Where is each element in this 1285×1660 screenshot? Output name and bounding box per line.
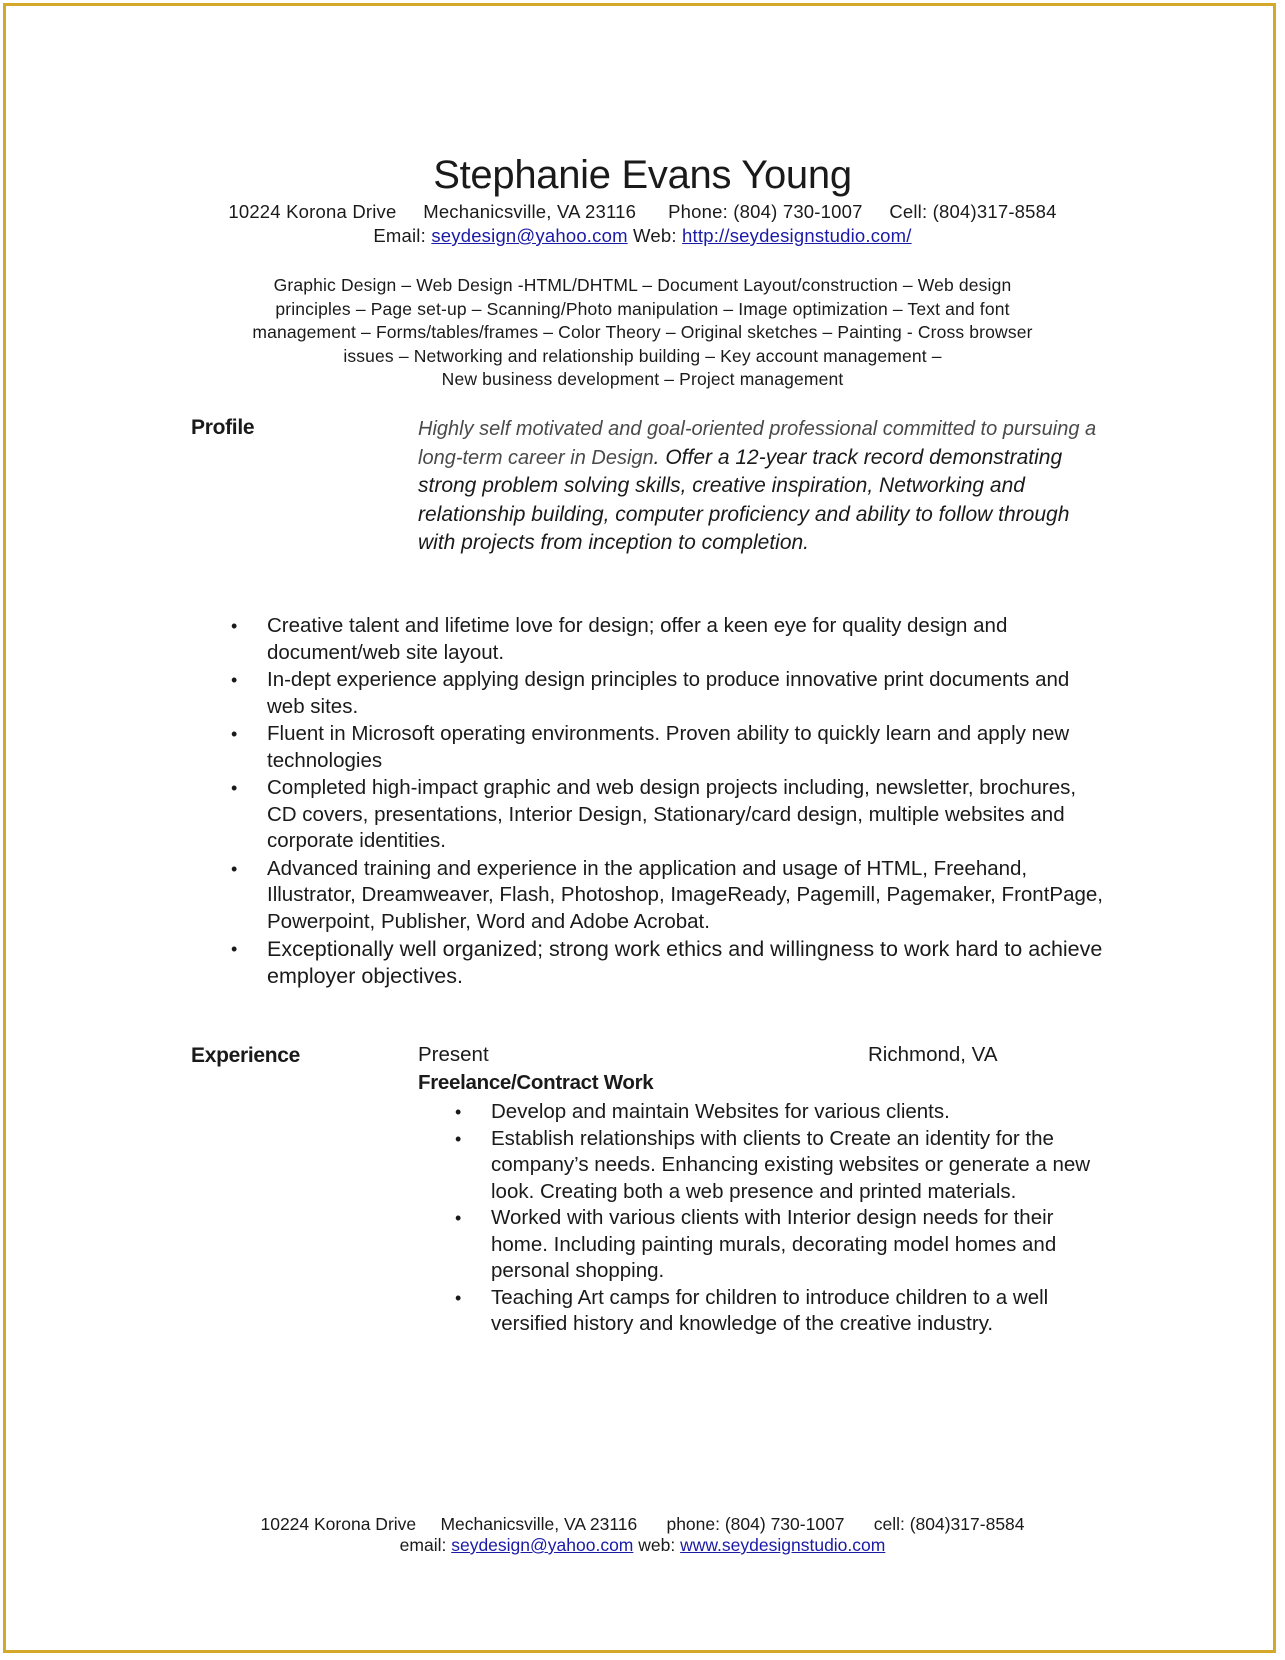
skills-summary <box>200 274 1085 392</box>
footer-city: Mechanicsville, VA 23116 <box>440 1514 638 1534</box>
email-link[interactable]: seydesign@yahoo.com <box>431 225 628 246</box>
skills-line: Graphic Design – Web Design -HTML/DHTML – Document Layout/construction – Web design <box>273 275 1012 295</box>
bullet-icon: • <box>455 1208 462 1228</box>
list-item: • Teaching Art camps for children to introduce children to a well versified history and knowledge of the creative industry. <box>455 1285 1049 1335</box>
contact-phone: Phone: (804) 730-1007 <box>668 201 863 222</box>
footer-online-line <box>0 1535 1285 1556</box>
bullet-icon: • <box>455 1102 462 1122</box>
footer-contact-line <box>0 1514 1285 1535</box>
footer-website-link[interactable]: www.seydesignstudio.com <box>680 1535 886 1555</box>
contact-city: Mechanicsville, VA 23116 <box>423 201 637 222</box>
contact-cell: Cell: (804)317-8584 <box>889 201 1057 222</box>
contact-address: 10224 Korona Drive <box>228 201 397 222</box>
profile-heading: Profile <box>191 416 255 439</box>
bullet-icon: • <box>231 724 238 744</box>
bullet-icon: • <box>455 1128 462 1149</box>
footer-cell: cell: (804)317-8584 <box>873 1514 1025 1534</box>
footer-web-label: web: <box>638 1535 676 1555</box>
list-item: • Develop and maintain Websites for various clients. <box>455 1099 1115 1126</box>
bullet-icon: • <box>231 858 238 879</box>
bullet-icon: • <box>455 1287 462 1308</box>
list-item: • Exceptionally well organized; strong work ethics and willingness to work hard to achieve employer objectives. <box>231 937 1103 988</box>
contact-online-line <box>0 224 1285 248</box>
list-item: • In-dept experience applying design principles to produce innovative print documents and web sites. <box>231 668 1070 718</box>
experience-heading: Experience <box>191 1044 301 1067</box>
list-item: • Advanced training and experience in the application and usage of HTML, Freehand, Illustrator, Dreamweaver, Flash, Photoshop, ImageReady, Pagemill, Pagemaker, FrontPage, Powerpoint, Publisher, Word and Adobe Acrobat. <box>231 856 1103 933</box>
footer-address: 10224 Korona Drive <box>260 1514 417 1534</box>
highlights-list <box>231 613 1111 990</box>
list-item: • Fluent in Microsoft operating environments. Proven ability to quickly learn and apply new technologies <box>231 722 1070 772</box>
resume-name: Stephanie Evans Young <box>433 153 852 197</box>
email-label: Email: <box>373 225 426 246</box>
profile-rest: . Offer a 12-year track record demonstrating strong problem solving skills, creative inspiration, Networking and relationship building, computer proficiency and ability to follow through with projects from inception to completion. <box>418 445 1070 554</box>
footer-email-label: email: <box>399 1535 447 1555</box>
experience-location: Richmond, VA <box>868 1043 998 1066</box>
skills-line: New business development – Project management <box>441 369 844 389</box>
list-item: • Worked with various clients with Interior design needs for their home. Including painting murals, decorating model homes and personal shopping. <box>455 1206 1057 1282</box>
profile-lead: Highly self motivated and goal-oriented professional committed to pursuing a long-term career in Design <box>418 418 1097 469</box>
skills-line: management – Forms/tables/frames – Color Theory – Original sketches – Painting - Cross browser <box>252 322 1033 342</box>
list-item: • Completed high-impact graphic and web design projects including, newsletter, brochures, CD covers, presentations, Interior Design, Stationary/card design, multiple websites and corporate identities. <box>231 776 1077 852</box>
bullet-icon: • <box>231 939 238 959</box>
experience-title: Freelance/Contract Work <box>418 1071 654 1094</box>
web-label: Web: <box>633 225 677 246</box>
contact-line <box>0 200 1285 224</box>
experience-period: Present <box>418 1043 489 1066</box>
list-item: • Creative talent and lifetime love for design; offer a keen eye for quality design and document/web site layout. <box>231 614 1008 664</box>
website-link[interactable]: http://seydesignstudio.com/ <box>682 225 912 246</box>
footer-email-link[interactable]: seydesign@yahoo.com <box>451 1535 634 1555</box>
skills-line: principles – Page set-up – Scanning/Photo manipulation – Image optimization – Text and font <box>275 298 1010 319</box>
experience-duties-list <box>455 1099 1115 1338</box>
bullet-icon: • <box>231 616 238 636</box>
bullet-icon: • <box>231 670 238 690</box>
footer-phone: phone: (804) 730-1007 <box>666 1514 845 1534</box>
profile-text <box>418 415 1108 558</box>
bullet-icon: • <box>231 778 238 798</box>
list-item: • Establish relationships with clients to Create an identity for the company’s needs. Enhancing existing websites or generate a new look. Creating both a web presence and printed materials. <box>455 1126 1091 1203</box>
skills-line: issues – Networking and relationship building – Key account management – <box>343 345 942 366</box>
